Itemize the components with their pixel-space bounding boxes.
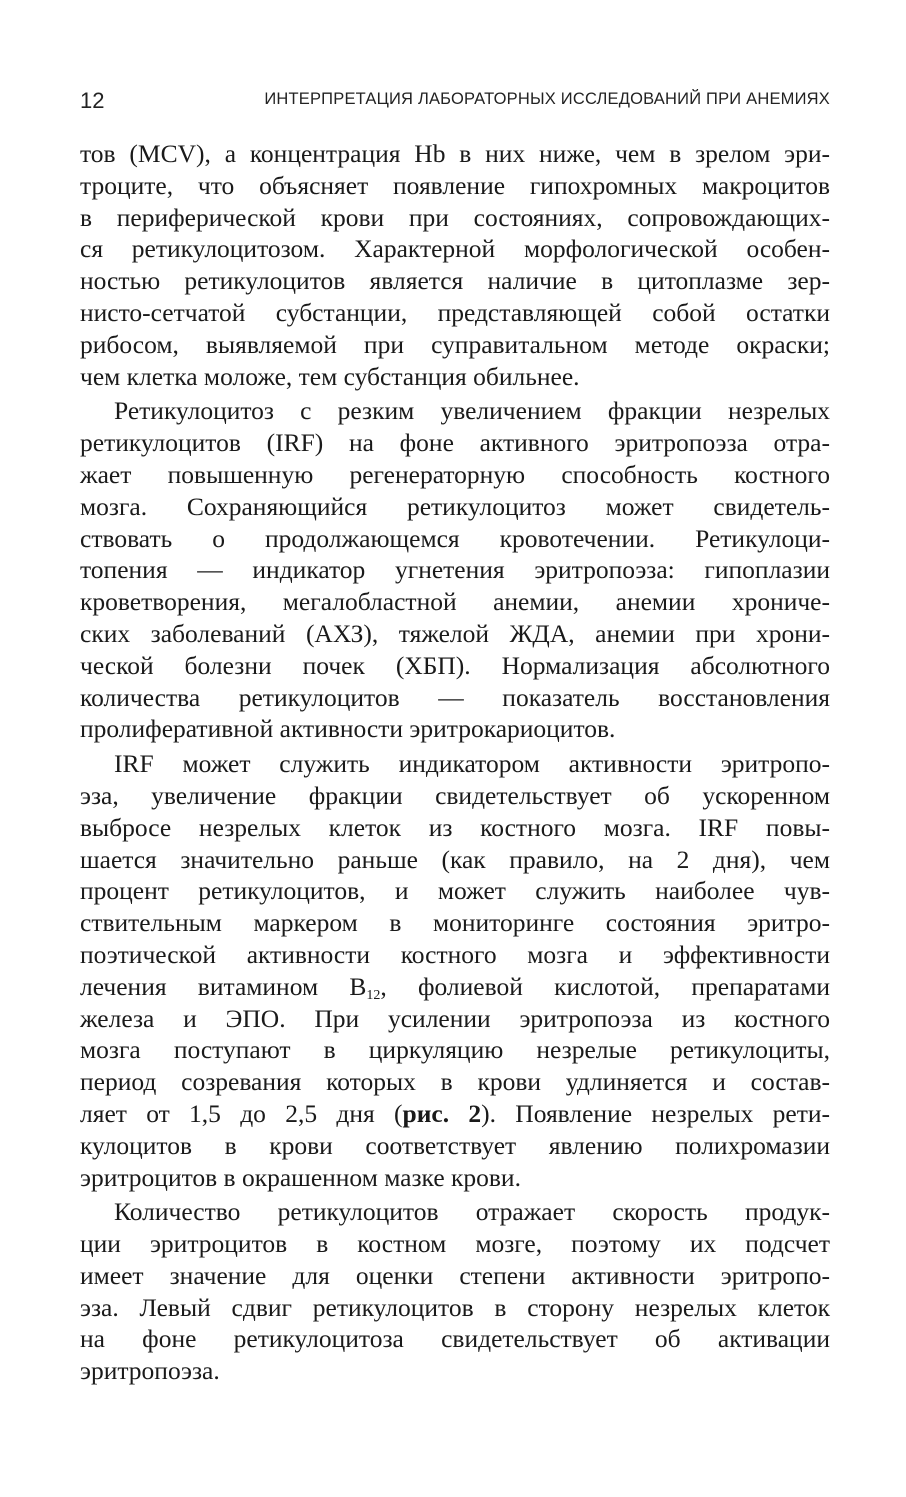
- text-line: Количество ретикулоцитов отражает скорость продук-: [114, 1197, 830, 1227]
- paragraph-4: [80, 1196, 830, 1387]
- text-line: ностью ретикулоцитов является наличие в цитоплазме зер-: [80, 266, 830, 296]
- text-line: выбросе незрелых клеток из костного мозга. IRF повы-: [80, 812, 830, 842]
- text-line: жает повышенную регенераторную способность костного: [80, 459, 830, 489]
- text-line: период созревания которых в крови удлиняется и состав-: [80, 1067, 830, 1097]
- text-line: эритроцитов в окрашенном мазке крови.: [80, 1162, 521, 1192]
- text-line: кроветворения, мегалобластной анемии, анемии хрониче-: [80, 587, 830, 617]
- paragraph-1: [80, 138, 830, 392]
- ref-text: ляет от 1,5 до 2,5 дня (: [80, 1098, 403, 1128]
- text-line: IRF может служить индикатором активности эритропо-: [114, 749, 830, 779]
- text-line: кулоцитов в крови соответствует явлению полихромазии: [80, 1130, 830, 1160]
- text-line: в периферической крови при состояниях, сопровождающих-: [80, 202, 830, 232]
- page-number: 12: [80, 88, 105, 113]
- text-line: ческой болезни почек (ХБП). Нормализация абсолютного: [80, 650, 830, 680]
- text-line: эритропоэза.: [80, 1356, 220, 1386]
- text-line: на фоне ретикулоцитоза свидетельствует об активации: [80, 1324, 830, 1354]
- text-line: троците, что объясняет появление гипохромных макроцитов: [80, 170, 830, 200]
- text-line: имеет значение для оценки степени активности эритропо-: [80, 1260, 830, 1290]
- text-line: железа и ЭПО. При усилении эритропоэза из костного: [80, 1003, 830, 1033]
- text-line: пролиферативной активности эритрокариоцитов.: [80, 714, 616, 744]
- text-line-figure-ref: [80, 1098, 830, 1130]
- text-line: ствительным маркером в мониторинге состояния эритро-: [80, 908, 830, 938]
- text-line: ских заболеваний (АХЗ), тяжелой ЖДА, анемии при хрони-: [80, 618, 830, 648]
- vitamin-subscript: 12: [366, 987, 381, 1003]
- text-line: эза, увеличение фракции свидетельствует об ускоренном: [80, 780, 830, 810]
- body-text: [80, 138, 830, 1390]
- text-line: тов (MCV), а концентрация Hb в них ниже, чем в зрелом эри-: [80, 139, 830, 168]
- text-line: нисто-сетчатой субстанции, представляющей собой остатки: [80, 297, 830, 327]
- text-line: ся ретикулоцитозом. Характерной морфологической особен-: [80, 234, 830, 264]
- text-line: рибосом, выявляемой при суправитальном методе окраски;: [80, 329, 830, 359]
- running-title: ИНТЕРПРЕТАЦИЯ ЛАБОРАТОРНЫХ ИССЛЕДОВАНИЙ ПРИ АНЕМИЯХ: [264, 90, 830, 108]
- vitamin-text-end: , фолиевой кислотой, препаратами: [380, 971, 831, 1001]
- text-line: мозга. Сохраняющийся ретикулоцитоз может свидетель-: [80, 491, 830, 521]
- ref-text-end: ). Появление незрелых рети-: [481, 1098, 830, 1128]
- text-line-vitamin: [80, 971, 830, 1003]
- paragraph-2: [80, 395, 830, 745]
- text-line: поэтической активности костного мозга и эффективности: [80, 939, 830, 969]
- text-line: количества ретикулоцитов — показатель восстановления: [80, 682, 830, 712]
- paragraph-3: [80, 748, 830, 1193]
- text-line: ции эритроцитов в костном мозге, поэтому их подсчет: [80, 1229, 830, 1259]
- text-line: Ретикулоцитоз с резким увеличением фракции незрелых: [114, 396, 830, 426]
- text-line: чем клетка моложе, тем субстанция обильнее.: [80, 361, 580, 391]
- text-line: мозга поступают в циркуляцию незрелые ретикулоциты,: [80, 1035, 830, 1065]
- text-line: шается значительно раньше (как правило, на 2 дня), чем: [80, 844, 830, 874]
- text-line: эза. Левый сдвиг ретикулоцитов в сторону незрелых клеток: [80, 1292, 830, 1322]
- text-line: топения — индикатор угнетения эритропоэза: гипоплазии: [80, 555, 830, 585]
- text-line: ретикулоцитов (IRF) на фоне активного эритропоэза отра-: [80, 428, 830, 458]
- text-line: процент ретикулоцитов, и может служить наиболее чув-: [80, 876, 830, 906]
- figure-reference: рис. 2: [402, 1098, 482, 1128]
- running-header: [80, 88, 830, 116]
- vitamin-text: лечения витамином B: [80, 971, 367, 1001]
- text-line: ствовать о продолжающемся кровотечении. Ретикулоци-: [80, 523, 830, 553]
